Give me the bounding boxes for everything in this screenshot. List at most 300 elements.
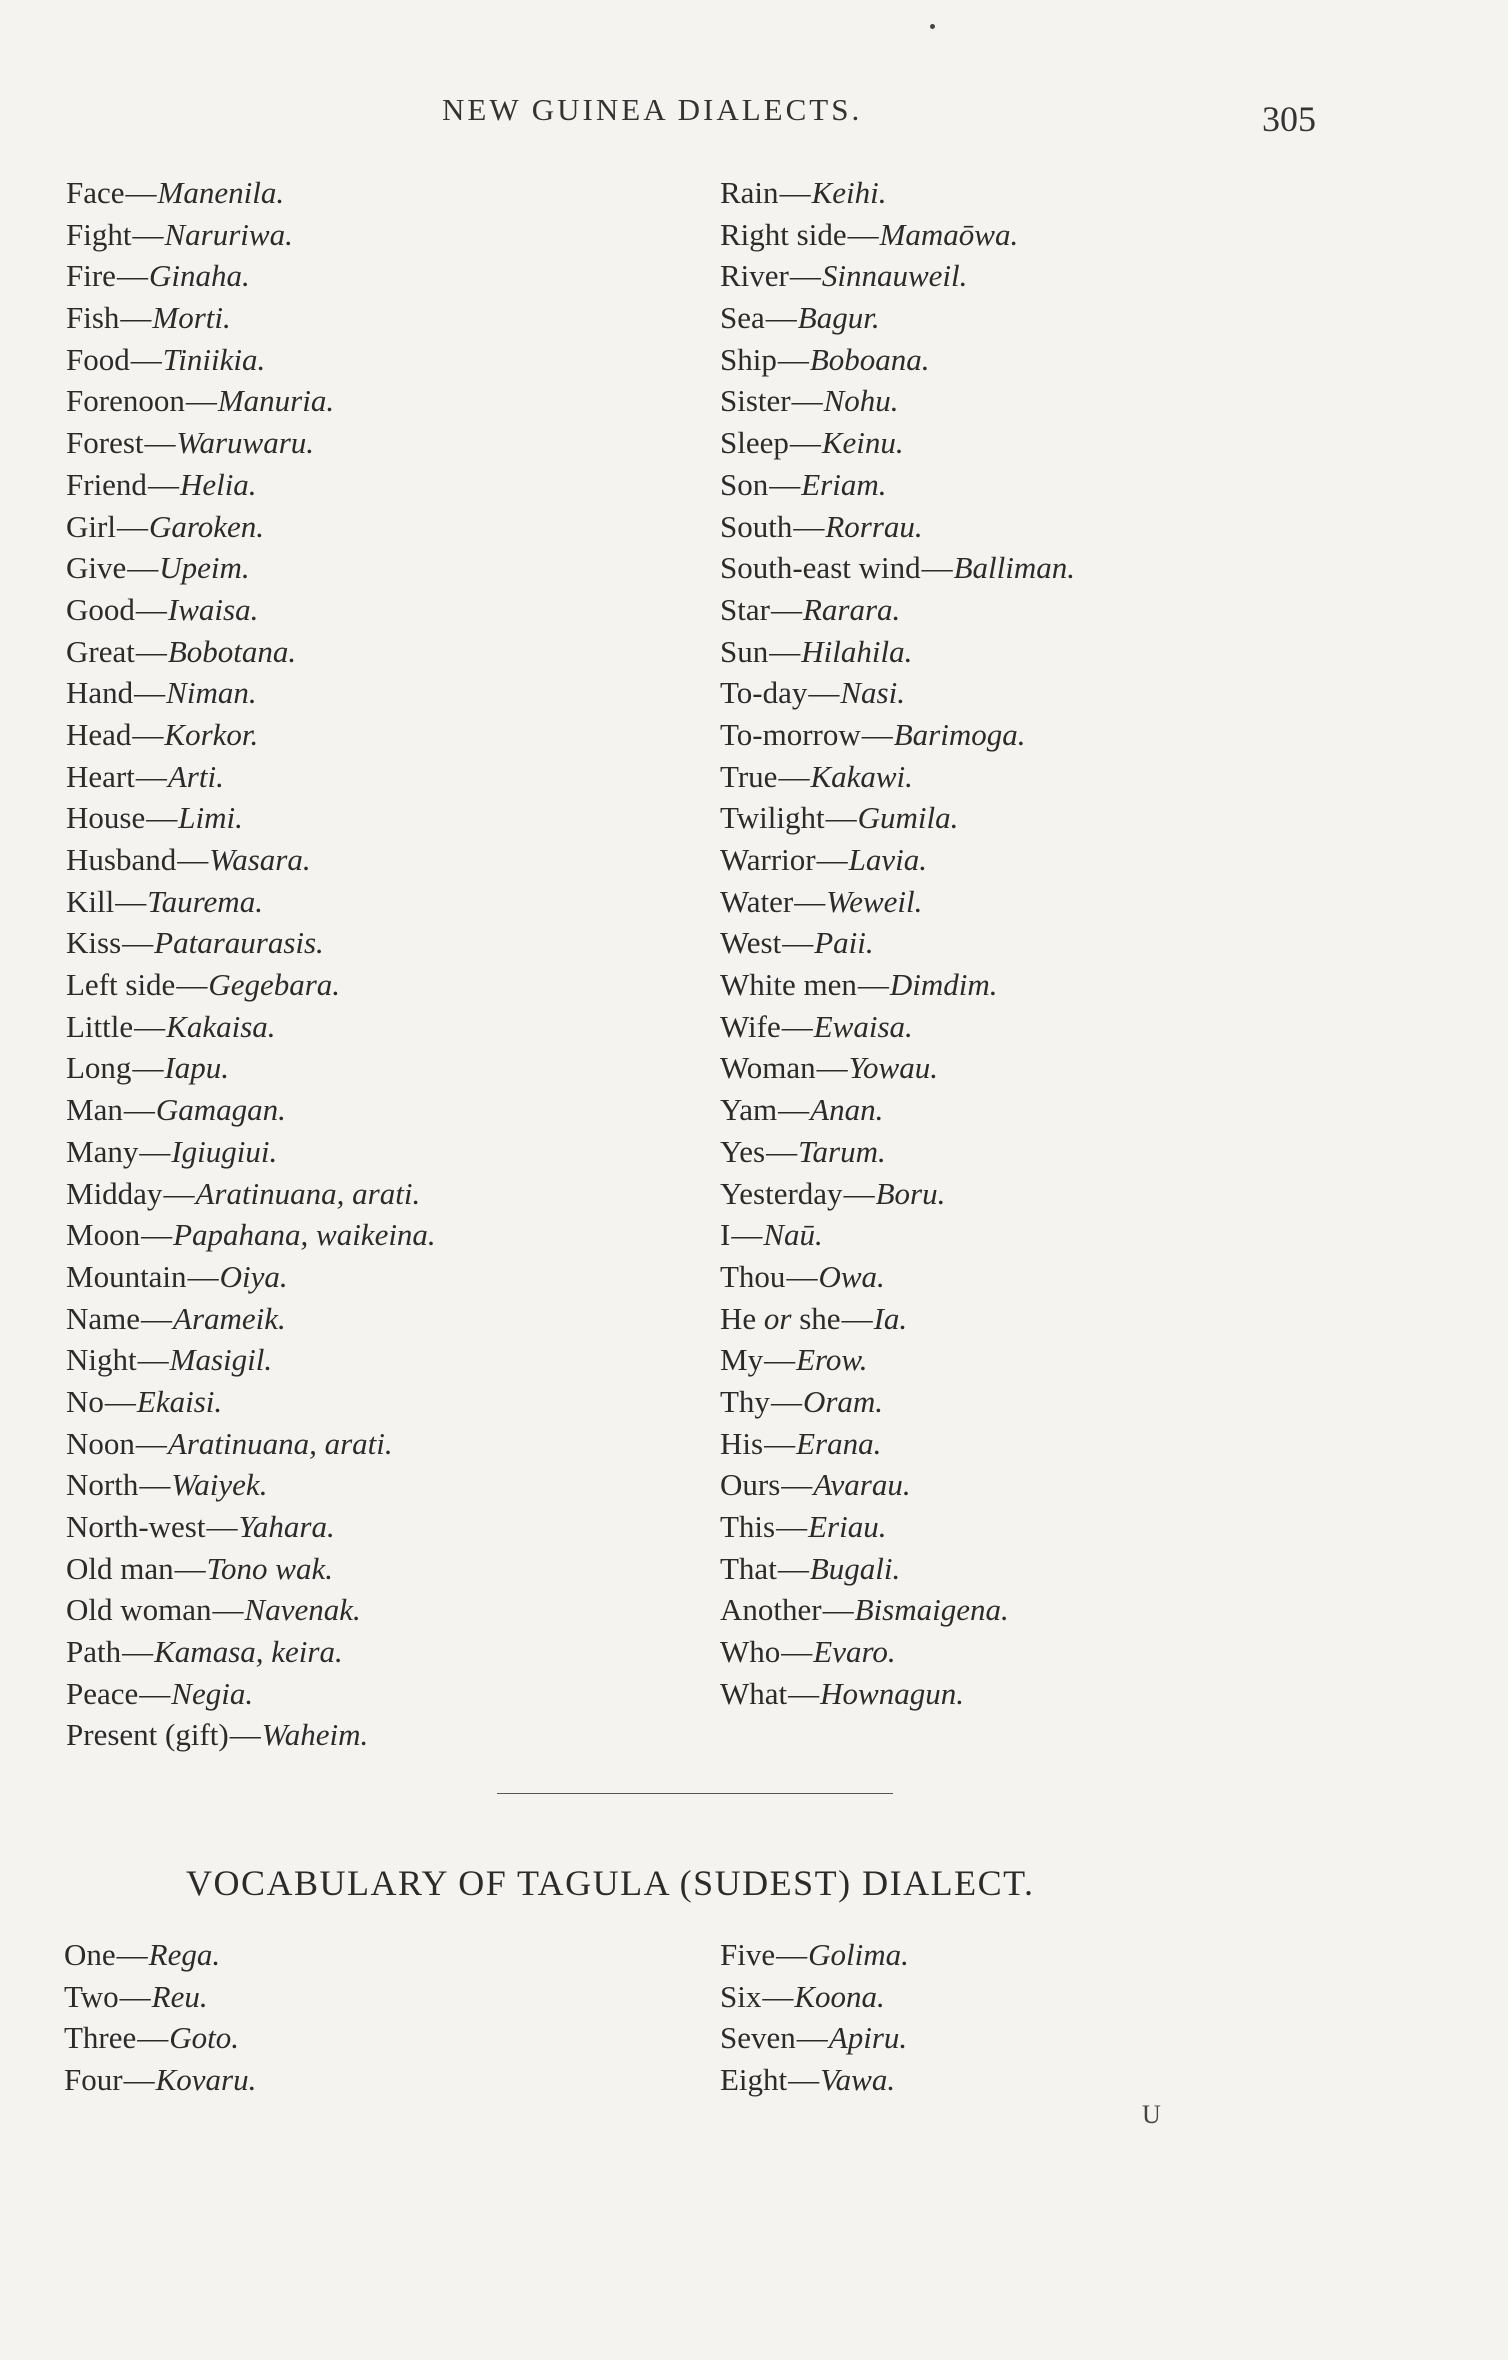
native-word: Koona. (794, 1978, 885, 2014)
em-dash: — (134, 1008, 166, 1044)
vocab-entry (720, 881, 1075, 923)
vocab-entry (720, 672, 1075, 714)
vocab-entry (720, 1631, 1075, 1673)
english-word: Ship (720, 341, 777, 377)
english-word: Sun (720, 633, 769, 669)
em-dash: — (137, 2020, 169, 2055)
native-word: Rarara. (802, 591, 901, 627)
vocab-entry (720, 1464, 1075, 1506)
vocab-entry (64, 1976, 256, 2018)
em-dash: — (816, 1050, 848, 1086)
em-dash: — (229, 1717, 261, 1753)
signature-mark: U (1142, 2100, 1161, 2129)
vocab-entry (66, 797, 436, 839)
em-dash: — (147, 466, 179, 502)
english-word: South-east wind (720, 550, 921, 586)
em-dash: — (135, 758, 167, 794)
vocab-entry (66, 756, 436, 798)
vocab-entry (64, 2059, 256, 2101)
vocab-entry (66, 1256, 436, 1298)
native-word: Helia. (179, 466, 257, 502)
vocab-entry (66, 380, 436, 422)
native-word: Gumila. (857, 800, 959, 836)
em-dash: — (765, 300, 797, 336)
native-word: Anan. (810, 1092, 884, 1128)
english-word: Good (66, 591, 135, 627)
vocab-entry (720, 1381, 1075, 1423)
english-word: Another (720, 1592, 822, 1628)
english-word: West (720, 925, 782, 961)
vocabulary-right-column (720, 172, 1075, 1714)
em-dash: — (141, 1217, 173, 1253)
vocab-entry (720, 339, 1075, 381)
em-dash: — (808, 675, 840, 711)
native-word: Mamaōwa. (879, 216, 1019, 252)
native-word: Reu. (151, 1978, 208, 2014)
em-dash: — (135, 1425, 167, 1461)
english-word: Give (66, 550, 127, 586)
em-dash: — (779, 175, 811, 210)
em-dash: — (841, 1300, 873, 1336)
em-dash: — (176, 967, 208, 1003)
vocab-entry (720, 631, 1075, 673)
native-word: Kovaru. (155, 2061, 257, 2097)
vocab-entry (66, 1089, 436, 1131)
native-word: Eriau. (808, 1509, 887, 1544)
native-word: Pataraurasis. (154, 925, 324, 961)
vocab-entry (66, 1589, 436, 1631)
english-word: True (720, 758, 778, 794)
em-dash: — (782, 925, 814, 961)
em-dash: — (122, 925, 154, 961)
native-word: Wasara. (209, 842, 311, 877)
vocab-entry (720, 589, 1075, 631)
english-word: Path (66, 1634, 122, 1670)
em-dash: — (116, 1937, 148, 1972)
vocab-entry (720, 1298, 1075, 1340)
native-word: Erow. (796, 1342, 868, 1378)
english-word: Name (66, 1300, 141, 1336)
english-word: Old man (66, 1550, 174, 1586)
vocab-entry (66, 1047, 436, 1089)
native-word: Ia. (873, 1300, 908, 1336)
english-word: Yam (720, 1092, 778, 1128)
native-word: Arti. (167, 758, 224, 794)
native-word: Golima. (808, 1937, 909, 1972)
vocab-entry (66, 1214, 436, 1256)
native-word: Kakaisa. (166, 1008, 276, 1044)
vocab-entry (66, 464, 436, 506)
vocab-entry (66, 1423, 436, 1465)
native-word: Garoken. (148, 508, 265, 544)
em-dash: — (764, 1342, 796, 1378)
em-dash: — (769, 633, 801, 669)
native-word: Upeim. (159, 550, 250, 586)
native-word: Ewaisa. (813, 1008, 913, 1044)
em-dash: — (120, 300, 152, 336)
english-word: Food (66, 341, 130, 377)
em-dash: — (139, 1675, 171, 1711)
english-word: House (66, 800, 146, 836)
english-word: He or she (720, 1300, 841, 1336)
vocab-entry (720, 380, 1075, 422)
native-word: Rega. (148, 1937, 221, 1972)
english-word: Face (66, 175, 125, 210)
em-dash: — (116, 258, 148, 294)
native-word: Gamagan. (155, 1092, 286, 1128)
english-word: That (720, 1550, 777, 1586)
native-word: Bugali. (809, 1550, 901, 1586)
native-word: Apiru. (828, 2020, 908, 2055)
english-word: Left side (66, 967, 176, 1003)
em-dash: — (731, 1217, 763, 1253)
page-number: 305 (1262, 99, 1316, 139)
vocab-entry (66, 297, 436, 339)
vocab-entry (66, 422, 436, 464)
english-word: Man (66, 1092, 123, 1128)
vocab-entry (64, 1934, 256, 1976)
english-word: Sea (720, 300, 765, 336)
em-dash: — (119, 1978, 151, 2014)
native-word: Iapu. (164, 1050, 230, 1086)
native-word: Tiniikia. (162, 341, 266, 377)
native-word: Arameik. (173, 1300, 286, 1336)
tagula-left-column (64, 1934, 256, 2100)
vocab-entry (66, 1006, 436, 1048)
english-word: Warrior (720, 842, 816, 877)
native-word: Sinnauweil. (821, 258, 968, 294)
em-dash: — (781, 1467, 813, 1503)
em-dash: — (134, 675, 166, 711)
em-dash: — (127, 550, 159, 586)
english-word: What (720, 1675, 788, 1711)
em-dash: — (139, 1133, 171, 1169)
native-word: Waheim. (261, 1717, 369, 1753)
em-dash: — (137, 1342, 169, 1378)
english-word: Kiss (66, 925, 122, 961)
native-word: Taurema. (147, 883, 263, 919)
em-dash: — (135, 633, 167, 669)
english-word: Fight (66, 216, 132, 252)
em-dash: — (123, 1092, 155, 1128)
native-word: Naū. (763, 1217, 823, 1253)
english-word: Who (720, 1634, 781, 1670)
em-dash: — (770, 591, 802, 627)
connective-word: or (763, 1300, 792, 1336)
native-word: Tono wak. (206, 1550, 333, 1586)
native-word: Tarum. (798, 1133, 886, 1169)
english-word: North (66, 1467, 139, 1503)
native-word: Hownagun. (820, 1675, 964, 1711)
english-word: Mountain (66, 1258, 187, 1294)
em-dash: — (177, 842, 209, 877)
em-dash: — (843, 1175, 875, 1211)
english-word: Present (gift) (66, 1717, 229, 1753)
english-word: Sister (720, 383, 791, 419)
vocab-entry (720, 1256, 1075, 1298)
vocab-entry (66, 672, 436, 714)
em-dash: — (778, 1092, 810, 1128)
native-word: Manuria. (217, 383, 335, 419)
em-dash: — (781, 1634, 813, 1670)
em-dash: — (788, 2061, 820, 2097)
english-word: This (720, 1509, 776, 1544)
native-word: Nasi. (840, 675, 905, 711)
vocab-entry (720, 547, 1075, 589)
em-dash: — (212, 1592, 244, 1628)
native-word: Oram. (802, 1383, 884, 1419)
native-word: Waiyek. (171, 1467, 268, 1503)
english-word: Girl (66, 508, 116, 544)
english-word: Eight (720, 2061, 788, 2097)
em-dash: — (777, 1550, 809, 1586)
native-word: Weweil. (826, 883, 923, 919)
vocab-entry (720, 922, 1075, 964)
vocab-entry (720, 214, 1075, 256)
english-word: River (720, 258, 789, 294)
native-word: Balliman. (953, 550, 1076, 586)
native-word: Barimoga. (893, 716, 1026, 752)
em-dash: — (125, 175, 157, 210)
english-word: Star (720, 591, 770, 627)
em-dash: — (921, 550, 953, 586)
vocab-entry (66, 922, 436, 964)
em-dash: — (769, 466, 801, 502)
english-word: I (720, 1217, 731, 1253)
vocab-entry (720, 172, 1075, 214)
vocab-entry (66, 547, 436, 589)
em-dash: — (115, 883, 147, 919)
english-word: Thou (720, 1258, 786, 1294)
native-word: Owa. (818, 1258, 885, 1294)
vocab-entry (720, 1934, 909, 1976)
english-word: Kill (66, 883, 115, 919)
english-word: Heart (66, 758, 135, 794)
native-word: Nohu. (823, 383, 899, 419)
english-word: Son (720, 466, 769, 502)
native-word: Navenak. (244, 1592, 361, 1628)
vocab-entry (720, 1673, 1075, 1715)
em-dash: — (778, 758, 810, 794)
english-word: Twilight (720, 800, 825, 836)
em-dash: — (766, 1133, 798, 1169)
english-word: Yesterday (720, 1175, 843, 1211)
em-dash: — (776, 1937, 808, 1972)
em-dash: — (122, 1634, 154, 1670)
em-dash: — (791, 383, 823, 419)
native-word: Papahana, waikeina. (173, 1217, 436, 1253)
native-word: Avarau. (813, 1467, 911, 1503)
vocab-entry (720, 1173, 1075, 1215)
english-word: One (64, 1937, 116, 1972)
section-divider (497, 1793, 893, 1794)
english-word: Forenoon (66, 383, 185, 419)
native-word: Lavia. (848, 842, 927, 877)
english-word: Four (64, 2061, 123, 2097)
em-dash: — (793, 508, 825, 544)
native-word: Eriam. (801, 466, 887, 502)
em-dash: — (788, 1675, 820, 1711)
em-dash: — (187, 1258, 219, 1294)
native-word: Keinu. (821, 425, 904, 461)
native-word: Boru. (875, 1175, 946, 1211)
em-dash: — (857, 967, 889, 1003)
native-word: Goto. (169, 2020, 240, 2055)
vocab-entry (720, 506, 1075, 548)
native-word: Ginaha. (148, 258, 250, 294)
english-word: Great (66, 633, 135, 669)
em-dash: — (781, 1008, 813, 1044)
vocab-entry (720, 1423, 1075, 1465)
vocab-entry (720, 297, 1075, 339)
em-dash: — (132, 1050, 164, 1086)
vocab-entry (720, 1214, 1075, 1256)
vocab-entry (720, 756, 1075, 798)
english-word: Water (720, 883, 794, 919)
native-word: Morti. (152, 300, 231, 336)
native-word: Oiya. (219, 1258, 288, 1294)
em-dash: — (762, 1978, 794, 2014)
vocab-entry (66, 1548, 436, 1590)
vocab-entry (720, 1006, 1075, 1048)
english-word: Moon (66, 1217, 141, 1253)
native-word: Bobotana. (167, 633, 297, 669)
english-word: Seven (720, 2020, 796, 2055)
em-dash: — (764, 1425, 796, 1461)
em-dash: — (146, 800, 178, 836)
em-dash: — (130, 341, 162, 377)
vocab-entry (66, 1339, 436, 1381)
vocab-entry (66, 714, 436, 756)
running-head: NEW GUINEA DIALECTS. (442, 92, 863, 127)
english-word: Many (66, 1133, 139, 1169)
english-word: Fire (66, 258, 116, 294)
english-word: Peace (66, 1675, 139, 1711)
english-word: Little (66, 1008, 134, 1044)
em-dash: — (786, 1258, 818, 1294)
english-word: Two (64, 1978, 119, 2014)
vocab-entry (66, 1464, 436, 1506)
em-dash: — (116, 508, 148, 544)
vocab-entry (720, 1589, 1075, 1631)
vocab-entry (720, 1548, 1075, 1590)
vocab-entry (720, 2017, 909, 2059)
vocab-entry (66, 631, 436, 673)
native-word: Yowau. (848, 1050, 938, 1086)
em-dash: — (822, 1592, 854, 1628)
em-dash: — (163, 1175, 195, 1211)
em-dash: — (776, 1509, 808, 1544)
native-word: Vawa. (820, 2061, 896, 2097)
english-word: Five (720, 1937, 776, 1972)
vocab-entry (720, 1339, 1075, 1381)
em-dash: — (104, 1383, 136, 1419)
english-word: Wife (720, 1008, 781, 1044)
vocab-entry (66, 1298, 436, 1340)
vocab-entry (66, 214, 436, 256)
em-dash: — (816, 842, 848, 877)
english-word: North-west (66, 1509, 206, 1544)
vocabulary-left-column (66, 172, 436, 1756)
em-dash: — (794, 883, 826, 919)
vocab-entry (66, 172, 436, 214)
ink-dot (930, 24, 935, 29)
section-title: VOCABULARY OF TAGULA (SUDEST) DIALECT. (186, 1863, 1035, 1903)
em-dash: — (789, 258, 821, 294)
native-word: Paii. (814, 925, 874, 961)
native-word: Hilahila. (801, 633, 913, 669)
native-word: Yahara. (238, 1509, 335, 1544)
em-dash: — (825, 800, 857, 836)
english-word: Old woman (66, 1592, 212, 1628)
vocab-entry (720, 464, 1075, 506)
em-dash: — (135, 591, 167, 627)
em-dash: — (847, 216, 879, 252)
vocab-entry (720, 1506, 1075, 1548)
vocab-entry (66, 1173, 436, 1215)
english-word: Fish (66, 300, 120, 336)
vocab-entry (720, 1976, 909, 2018)
english-word: Woman (720, 1050, 816, 1086)
em-dash: — (174, 1550, 206, 1586)
native-word: Boboana. (809, 341, 930, 377)
vocab-entry (66, 589, 436, 631)
vocab-entry (64, 2017, 256, 2059)
vocab-entry (720, 1089, 1075, 1131)
english-word: Thy (720, 1383, 770, 1419)
native-word: Negia. (171, 1675, 254, 1711)
native-word: Aratinuana, arati. (167, 1425, 393, 1461)
english-word: South (720, 508, 793, 544)
english-word: Hand (66, 675, 134, 711)
em-dash: — (185, 383, 217, 419)
em-dash: — (141, 1300, 173, 1336)
vocab-entry (720, 2059, 909, 2101)
native-word: Kakawi. (810, 758, 913, 794)
english-word: Six (720, 1978, 762, 2014)
english-word: White men (720, 967, 857, 1003)
vocab-entry (66, 1506, 436, 1548)
vocab-entry (720, 714, 1075, 756)
vocab-entry (66, 1714, 436, 1756)
native-word: Igiugiui. (171, 1133, 278, 1169)
vocab-entry (66, 506, 436, 548)
em-dash: — (139, 1467, 171, 1503)
em-dash: — (123, 2061, 155, 2097)
native-word: Ekaisi. (136, 1383, 223, 1419)
vocab-entry (66, 881, 436, 923)
em-dash: — (132, 216, 164, 252)
english-word: Friend (66, 466, 147, 502)
native-word: Limi. (178, 800, 243, 836)
native-word: Dimdim. (889, 967, 998, 1003)
em-dash: — (144, 425, 176, 461)
english-word: Midday (66, 1175, 163, 1211)
vocab-entry (720, 1131, 1075, 1173)
native-word: Naruriwa. (164, 216, 293, 252)
english-word: Rain (720, 175, 779, 210)
vocab-entry (66, 255, 436, 297)
english-word: Husband (66, 842, 177, 877)
english-word: To-day (720, 675, 808, 711)
english-word: Head (66, 716, 132, 752)
english-word: His (720, 1425, 764, 1461)
vocab-entry (66, 1381, 436, 1423)
native-word: Manenila. (157, 175, 285, 210)
native-word: Evaro. (813, 1634, 896, 1670)
native-word: Aratinuana, arati. (195, 1175, 421, 1211)
english-word: Long (66, 1050, 132, 1086)
